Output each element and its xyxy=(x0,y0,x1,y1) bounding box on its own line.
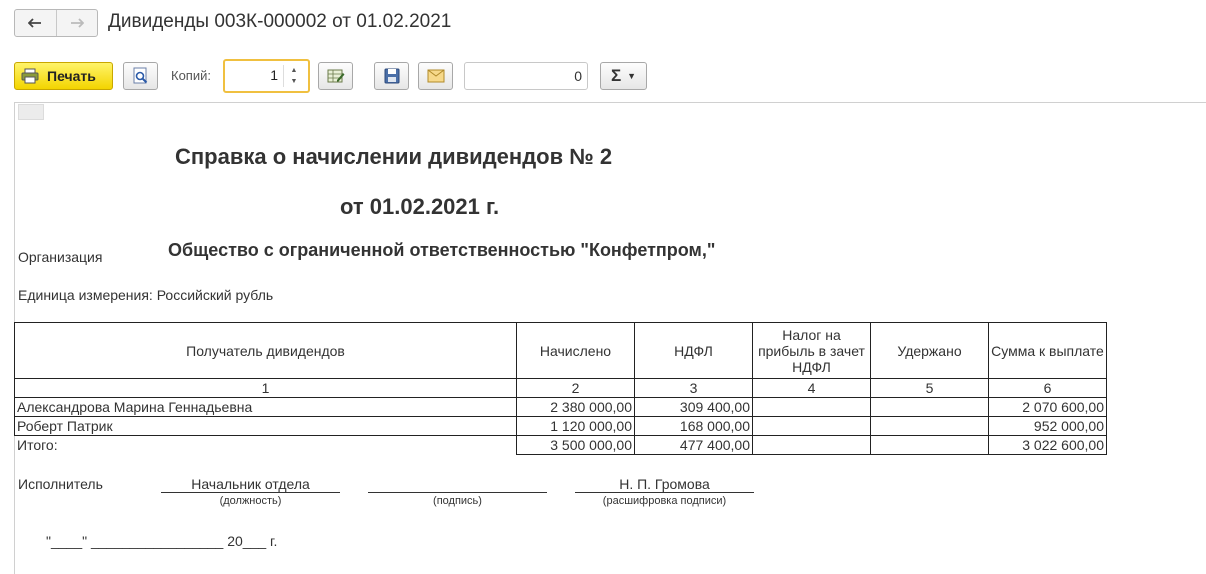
sum-value: 0 xyxy=(574,68,582,84)
organization-name: Общество с ограниченной ответственностью "Конфетпром," xyxy=(168,240,716,260)
header-recipient: Получатель дивидендов xyxy=(15,323,517,379)
payable-cell[interactable]: 952 000,00 xyxy=(989,417,1107,436)
chevron-down-icon: ▼ xyxy=(627,71,637,81)
sheet-corner[interactable] xyxy=(18,104,44,120)
header-payable: Сумма к выплате xyxy=(989,323,1107,379)
header-profit-tax: Налог на прибыль в зачет НДФЛ xyxy=(753,323,871,379)
header-accrued: Начислено xyxy=(517,323,635,379)
column-number: 4 xyxy=(753,379,871,398)
document-top-border xyxy=(14,102,1206,103)
total-label[interactable]: Итого: xyxy=(15,436,517,455)
unit-of-measure: Единица измерения: Российский рубль xyxy=(18,287,274,303)
sum-field xyxy=(464,62,588,90)
copies-spinner[interactable] xyxy=(283,65,304,87)
envelope-icon xyxy=(427,69,445,83)
total-payable[interactable]: 3 022 600,00 xyxy=(989,436,1107,455)
forward-button[interactable] xyxy=(56,10,98,36)
preview-icon xyxy=(133,67,149,85)
profit-tax-cell[interactable] xyxy=(753,398,871,417)
column-number: 2 xyxy=(517,379,635,398)
table-row[interactable] xyxy=(15,417,1107,436)
floppy-disk-icon xyxy=(384,68,400,84)
arrow-right-icon xyxy=(70,18,84,28)
column-number: 6 xyxy=(989,379,1107,398)
header-ndfl: НДФЛ xyxy=(635,323,753,379)
spin-down-icon[interactable]: ▼ xyxy=(290,78,298,85)
sum-mode-button[interactable] xyxy=(600,62,647,90)
executor-name: Н. П. Громова xyxy=(575,476,754,493)
signature-caption: (подпись) xyxy=(433,495,482,507)
dividends-table xyxy=(14,322,1107,455)
copies-label: Копий: xyxy=(171,68,211,83)
edit-button[interactable] xyxy=(318,62,353,90)
edit-table-icon xyxy=(327,68,345,84)
payable-cell[interactable]: 2 070 600,00 xyxy=(989,398,1107,417)
header-withheld: Удержано xyxy=(871,323,989,379)
back-button[interactable] xyxy=(15,10,56,36)
profit-tax-cell[interactable] xyxy=(753,417,871,436)
document-date: от 01.02.2021 г. xyxy=(340,194,500,219)
executor-position: Начальник отдела xyxy=(161,476,340,493)
total-profit-tax[interactable] xyxy=(753,436,871,455)
recipient-name[interactable]: Роберт Патрик xyxy=(15,417,517,436)
recipient-name[interactable]: Александрова Марина Геннадьевна xyxy=(15,398,517,417)
spin-up-icon[interactable]: ▲ xyxy=(290,67,298,74)
ndfl-cell[interactable]: 309 400,00 xyxy=(635,398,753,417)
sigma-icon: Σ xyxy=(610,66,622,85)
organization-label: Организация xyxy=(18,249,103,265)
date-footer: "____" _________________ 20___ г. xyxy=(46,533,278,549)
accrued-cell[interactable]: 2 380 000,00 xyxy=(517,398,635,417)
preview-button[interactable] xyxy=(123,62,158,90)
column-number-row xyxy=(15,379,1107,398)
column-number: 3 xyxy=(635,379,753,398)
signature-line xyxy=(368,476,547,493)
print-label: Печать xyxy=(47,68,96,84)
column-number: 1 xyxy=(15,379,517,398)
withheld-cell[interactable] xyxy=(871,398,989,417)
withheld-cell[interactable] xyxy=(871,417,989,436)
total-accrued[interactable]: 3 500 000,00 xyxy=(517,436,635,455)
send-email-button[interactable] xyxy=(418,62,453,90)
total-ndfl[interactable]: 477 400,00 xyxy=(635,436,753,455)
document-title: Справка о начислении дивидендов № 2 xyxy=(175,144,613,169)
print-button[interactable] xyxy=(14,62,113,90)
window-title: Дивиденды 003К-000002 от 01.02.2021 xyxy=(108,11,452,32)
table-header-row xyxy=(15,323,1107,379)
table-row[interactable] xyxy=(15,398,1107,417)
name-caption: (расшифровка подписи) xyxy=(602,495,727,507)
arrow-left-icon xyxy=(28,18,42,28)
accrued-cell[interactable]: 1 120 000,00 xyxy=(517,417,635,436)
save-button[interactable] xyxy=(374,62,409,90)
copies-input[interactable] xyxy=(223,59,310,93)
column-number: 5 xyxy=(871,379,989,398)
history-nav xyxy=(14,9,98,37)
ndfl-cell[interactable]: 168 000,00 xyxy=(635,417,753,436)
total-withheld[interactable] xyxy=(871,436,989,455)
printer-icon xyxy=(21,68,39,84)
executor-label: Исполнитель xyxy=(18,476,103,492)
total-row[interactable] xyxy=(15,436,1107,455)
copies-value: 1 xyxy=(270,67,278,83)
position-caption: (должность) xyxy=(219,495,282,507)
